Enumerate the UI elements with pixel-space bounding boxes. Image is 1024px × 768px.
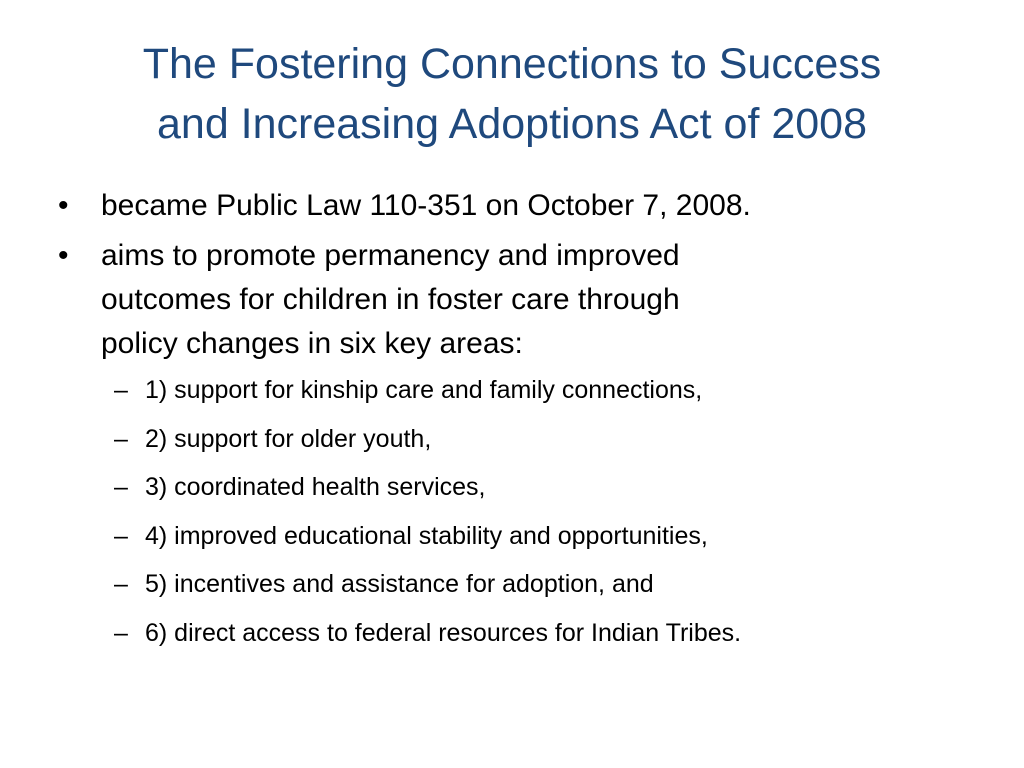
sub-bullet-item — [56, 518, 986, 554]
bullet-item-2 — [56, 234, 986, 366]
sub-bullet-item — [56, 372, 986, 408]
sub-bullet-text: 2) support for older youth, — [145, 424, 432, 453]
title-line-2: and Increasing Adoptions Act of 2008 — [156, 100, 868, 148]
sub-bullet-mark: – — [114, 424, 128, 453]
sub-bullet-mark: – — [114, 570, 128, 598]
bullet-text-line: became Public Law 110-351 on October 7, 2008. — [101, 189, 751, 222]
sub-bullet-text: 1) support for kinship care and family connections, — [145, 376, 703, 404]
bullet-item-1 — [56, 184, 986, 228]
sub-bullet-item — [56, 469, 986, 505]
sub-bullet-item — [56, 566, 986, 602]
sub-bullet-text: 3) coordinated health services, — [145, 473, 486, 501]
title-line-1: The Fostering Connections to Success — [142, 40, 882, 88]
bullet-mark: • — [58, 189, 69, 222]
bullet-text — [101, 184, 986, 228]
sub-bullet-mark: – — [114, 618, 128, 647]
sub-bullet-mark: – — [114, 473, 128, 501]
sub-bullet-item — [56, 421, 986, 457]
bullet-text-line: aims to promote permanency and improved — [101, 239, 680, 272]
sub-bullet-mark: – — [114, 376, 128, 404]
sub-bullet-text: 6) direct access to federal resources for Indian Tribes. — [145, 618, 742, 647]
slide-title — [40, 34, 984, 154]
bullet-text-line: policy changes in six key areas: — [101, 327, 523, 360]
bullet-text — [101, 234, 986, 366]
sub-bullet-mark: – — [114, 521, 128, 550]
sub-bullet-text: 5) incentives and assistance for adoption, and — [145, 570, 654, 598]
sub-bullet-item — [56, 615, 986, 651]
slide-body — [56, 184, 986, 663]
sub-bullet-text: 4) improved educational stability and opportunities, — [145, 521, 708, 550]
bullet-mark: • — [58, 239, 69, 272]
bullet-text-line: outcomes for children in foster care through — [101, 283, 680, 316]
sub-bullet-list — [56, 372, 986, 651]
